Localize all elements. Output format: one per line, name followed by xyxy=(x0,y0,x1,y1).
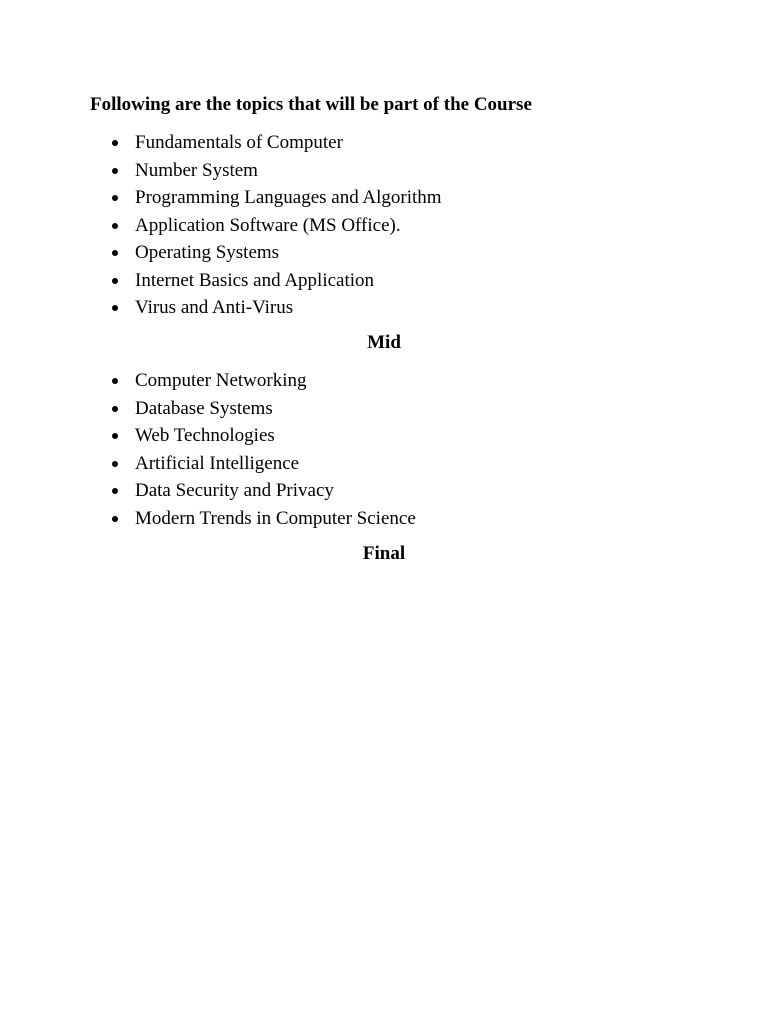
topic-text: Database Systems xyxy=(135,397,273,419)
bullet-icon xyxy=(112,378,118,384)
bullet-icon xyxy=(112,195,118,201)
topic-text: Web Technologies xyxy=(135,425,275,446)
bullet-icon xyxy=(112,140,118,146)
topic-text: Internet Basics and Application xyxy=(135,269,375,291)
list-item xyxy=(112,131,442,159)
bullet-icon xyxy=(112,406,118,412)
list-item xyxy=(112,241,442,269)
topic-text: Modern Trends in Computer Science xyxy=(135,507,416,529)
list-item xyxy=(112,186,442,214)
final-topic-list xyxy=(112,369,416,534)
mid-topic-list xyxy=(112,131,442,324)
bullet-icon xyxy=(112,250,118,256)
course-topics-heading: Following are the topics that will be part of the Course xyxy=(90,94,532,115)
topic-text: Application Software (MS Office). xyxy=(135,214,401,236)
list-item xyxy=(112,269,442,297)
list-item xyxy=(112,397,416,425)
topic-text: Fundamentals of Computer xyxy=(135,132,343,153)
list-item xyxy=(112,296,442,324)
bullet-icon xyxy=(112,461,118,467)
topic-text: Artificial Intelligence xyxy=(135,452,300,474)
topic-text: Operating Systems xyxy=(135,242,280,263)
topic-text: Data Security and Privacy xyxy=(135,480,334,501)
bullet-icon xyxy=(112,168,118,174)
list-item xyxy=(112,159,442,187)
list-item xyxy=(112,479,416,507)
topic-text: Computer Networking xyxy=(135,370,307,391)
bullet-icon xyxy=(112,433,118,439)
bullet-icon xyxy=(112,223,118,229)
topic-text: Virus and Anti-Virus xyxy=(135,297,294,318)
list-item xyxy=(112,369,416,397)
topic-text: Programming Languages and Algorithm xyxy=(135,187,442,208)
topic-text: Number System xyxy=(135,159,258,181)
mid-section-label: Mid xyxy=(367,332,401,353)
bullet-icon xyxy=(112,488,118,494)
list-item xyxy=(112,452,416,480)
final-section-label: Final xyxy=(362,543,406,564)
bullet-icon xyxy=(112,516,118,522)
list-item xyxy=(112,214,442,242)
bullet-icon xyxy=(112,278,118,284)
list-item xyxy=(112,424,416,452)
bullet-icon xyxy=(112,305,118,311)
list-item xyxy=(112,507,416,535)
